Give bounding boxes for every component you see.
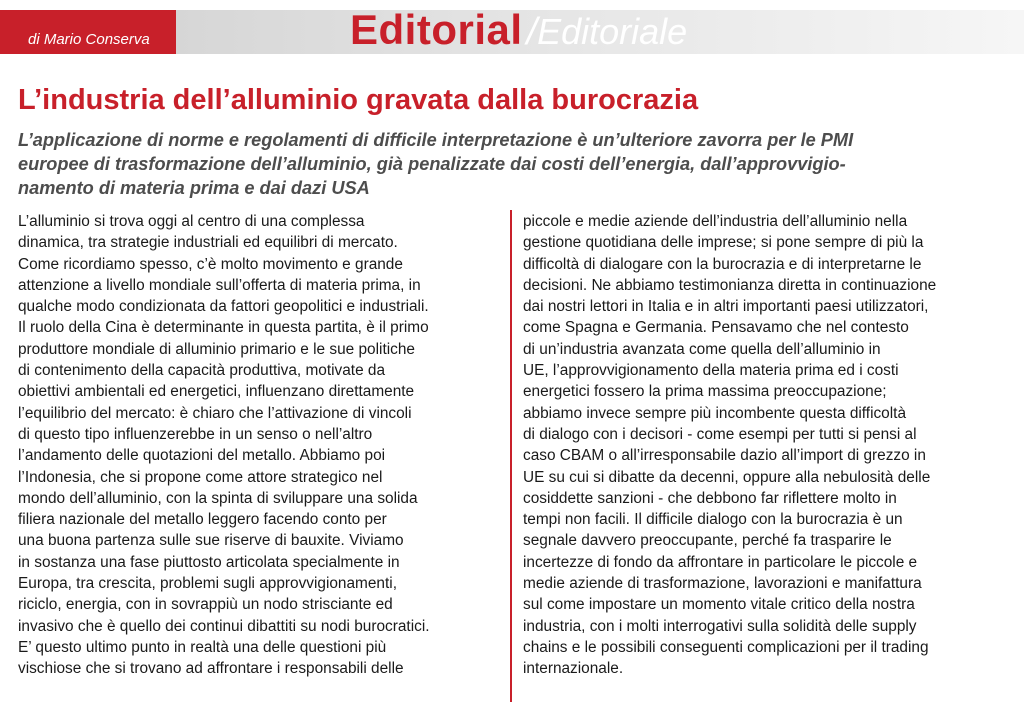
body-line: qualche modo condizionata da fattori geopolitici e industriali. [18, 298, 429, 316]
body-line: di dialogo con i decisori - come esempi per tutti si pensi al [523, 425, 917, 443]
section-title-main: Editorial [350, 6, 523, 53]
body-line: dai nostri lettori in Italia e in altri importanti paesi utilizzatori, [523, 298, 929, 316]
body-line: riciclo, energia, con in sovrappiù un nodo strisciante ed [18, 596, 393, 614]
body-line: difficoltà di dialogare con la burocrazia e di interpretarne le [523, 255, 922, 273]
body-line: l’equilibrio del mercato: è chiaro che l’attivazione di vincoli [18, 404, 412, 422]
body-line: mondo dell’alluminio, con la spinta di sviluppare una solida [18, 489, 418, 507]
body-line: Come ricordiamo spesso, c’è molto movimento e grande [18, 255, 403, 273]
body-line: attenzione a livello mondiale sull’offerta di materia prima, in [18, 276, 421, 294]
body-line: segnale davvero preoccupante, perché fa trasparire le [523, 532, 892, 550]
body-line: dinamica, tra strategie industriali ed equilibri di mercato. [18, 234, 398, 252]
body-line: l’andamento delle quotazioni del metallo. Abbiamo poi [18, 447, 386, 465]
body-line: L’alluminio si trova oggi al centro di una complessa [18, 213, 365, 230]
section-title-secondary: Editoriale [537, 11, 688, 52]
body-line: tempi non facili. Il difficile dialogo con la burocrazia è un [523, 511, 903, 529]
body-line: di contenimento della capacità produttiva, motivate da [18, 362, 386, 380]
body-line: sul come impostare un momento vitale critico della nostra [523, 596, 915, 614]
body-line: decisioni. Ne abbiamo testimonianza diretta in continuazione [523, 276, 937, 294]
body-line: piccole e medie aziende dell’industria dell’alluminio nella [523, 213, 908, 230]
subtitle-line: namento di materia prima e dai dazi USA [18, 178, 370, 198]
body-column-left [18, 211, 504, 680]
subtitle-line: europee di trasformazione dell’alluminio, già penalizzate dai costi dell’energia, dall’approvvigio- [18, 154, 846, 174]
body-line: caso CBAM o all’irresponsabile dazio all’import di grezzo in [523, 447, 926, 465]
body-line: abbiamo invece sempre più incombente questa difficoltà [523, 404, 906, 422]
subtitle-line: L’applicazione di norme e regolamenti di difficile interpretazione è un’ulteriore zavorra per le PMI [18, 130, 854, 150]
column-divider [510, 210, 512, 702]
body-line: UE, l’approvvigionamento della materia prima ed i costi [523, 362, 899, 380]
body-line: industria, con i molti interrogativi sulla solidità delle supply [523, 617, 917, 635]
body-line: incertezze di fondo da affrontare in particolare le piccole e [523, 553, 918, 571]
body-line: una buona partenza sulle sue riserve di bauxite. Viviamo [18, 532, 404, 550]
body-line: produttore mondiale di alluminio primario e le sue politiche [18, 340, 415, 358]
body-line: UE su cui si dibatte da decenni, oppure alla nebulosità delle [523, 468, 931, 486]
body-line: invasivo che è quello dei continui dibattiti su nodi burocratici. [18, 617, 430, 635]
body-line: di questo tipo influenzerebbe in un senso o nell’altro [18, 425, 373, 443]
body-line: obiettivi ambientali ed energetici, influenzano direttamente [18, 383, 415, 401]
author-byline: di Mario Conserva [28, 31, 150, 48]
body-line: internazionale. [523, 660, 624, 678]
body-line: di un’industria avanzata come quella dell’alluminio in [523, 340, 881, 358]
body-line: Il ruolo della Cina è determinante in questa partita, è il primo [18, 319, 429, 337]
body-line: energetici fossero la prima massima preoccupazione; [523, 383, 887, 401]
body-line: cosiddette sanzioni - che debbono far riflettere molto in [523, 489, 897, 507]
section-heading [350, 8, 687, 52]
body-line: gestione quotidiana delle imprese; si pone sempre di più la [523, 234, 924, 252]
body-line: Europa, tra crescita, problemi sugli approvvigionamenti, [18, 575, 397, 593]
body-line: in sostanza una fase piuttosto articolata specialmente in [18, 553, 400, 571]
body-line: chains e le possibili conseguenti complicazioni per il trading [523, 638, 929, 656]
body-column-right [523, 211, 1013, 680]
section-separator: / [526, 11, 538, 53]
body-line: l’Indonesia, che si propone come attore strategico nel [18, 468, 383, 486]
article-subtitle [18, 128, 1008, 200]
body-line: come Spagna e Germania. Pensavamo che nel contesto [523, 319, 909, 337]
body-line: E’ questo ultimo punto in realtà una delle questioni più [18, 638, 387, 656]
body-line: vischiose che si trovano ad affrontare i responsabili delle [18, 660, 404, 678]
article-title: L’industria dell’alluminio gravata dalla burocrazia [18, 84, 699, 116]
body-line: filiera nazionale del metallo leggero facendo conto per [18, 511, 387, 529]
body-line: medie aziende di trasformazione, lavorazioni e manifattura [523, 575, 922, 593]
